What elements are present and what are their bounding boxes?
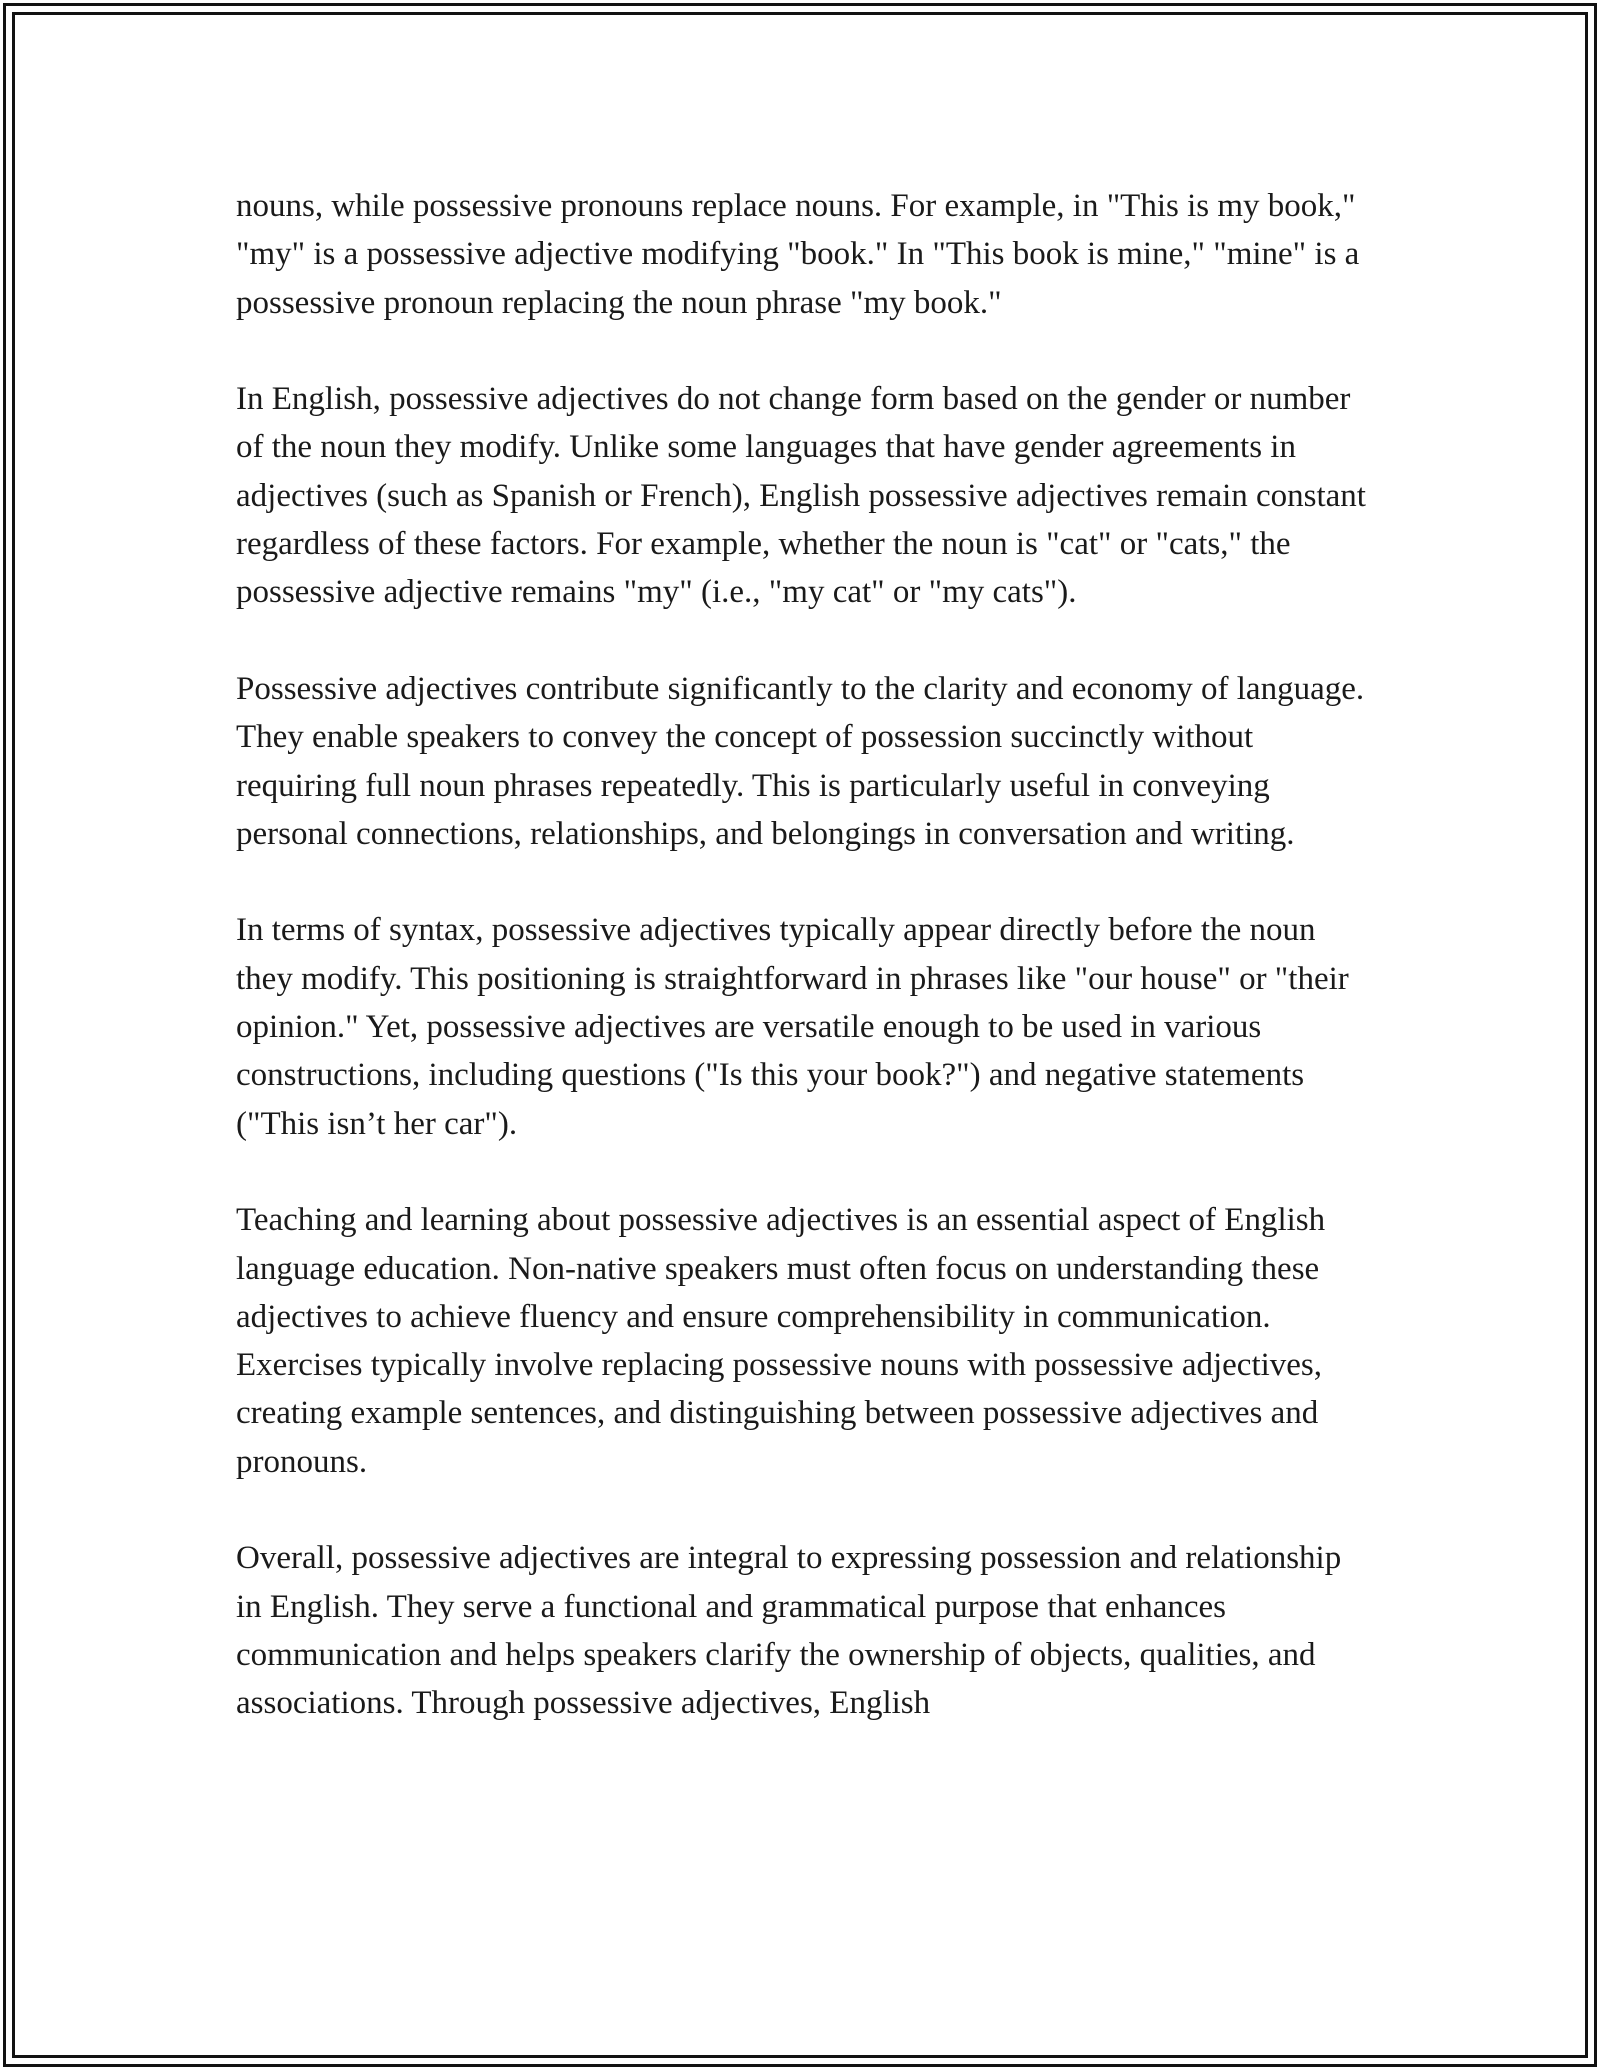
paragraph: Overall, possessive adjectives are integral to expressing possession and relationship in English. They serve a functional and grammatical purpose that enhances communication and helps speakers clarify the ownership of objects, qualities, and associations. Through possessive adjectives, English <box>236 1540 1342 1722</box>
paragraph: In terms of syntax, possessive adjectives typically appear directly before the noun they modify. This positioning is straightforward in phrases like "our house" or "their opinion." Yet, possessive adjectives are versatile enough to be used in various constructions, including questions ("Is this your book?") and negative statements ("This isn’t her car"). <box>236 912 1349 1142</box>
paragraph: nouns, while possessive pronouns replace nouns. For example, in "This is my book," "my" is a possessive adjective modifying "book." In "This book is mine," "mine" is a possessive pronoun replacing the noun phrase "my book." <box>236 188 1360 321</box>
paragraph: Teaching and learning about possessive adjectives is an essential aspect of English language education. Non-native speakers must often focus on understanding these adjectives to achieve fluency and ensure comprehensibility in communication. Exercises typically involve replacing possessive nouns with possessive adjectives, creating example sentences, and distinguishing between possessive adjectives and pronouns. <box>236 1202 1326 1480</box>
paragraph: Possessive adjectives contribute significantly to the clarity and economy of language. They enable speakers to convey the concept of possession succinctly without requiring full noun phrases repeatedly. This is particularly useful in conveying personal connections, relationships, and belongings in conversation and writing. <box>236 670 1365 852</box>
document-body <box>236 182 1366 1776</box>
paragraph: In English, possessive adjectives do not change form based on the gender or number of the noun they modify. Unlike some languages that have gender agreements in adjectives (such as Spanish or French), English possessive adjectives remain constant regardless of these factors. For example, whether the noun is "cat" or "cats," the possessive adjective remains "my" (i.e., "my cat" or "my cats"). <box>236 381 1366 611</box>
